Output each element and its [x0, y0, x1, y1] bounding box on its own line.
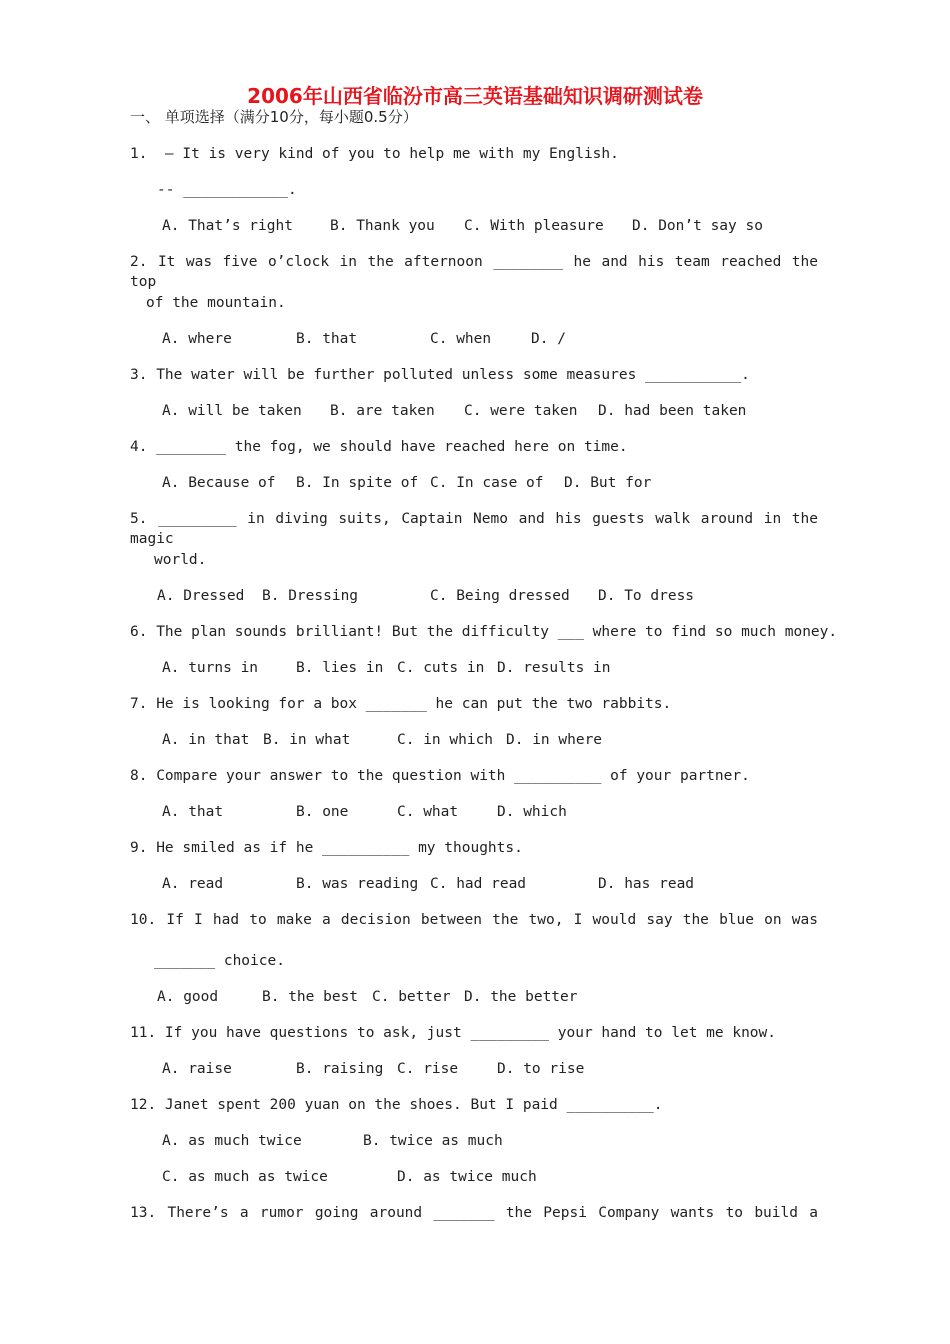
question-2-option-b: B. that — [296, 331, 358, 347]
question-5-option-a: A. Dressed — [157, 588, 245, 604]
question-10-option-a: A. good — [157, 989, 219, 1005]
question-8-option-d: D. which — [497, 804, 567, 820]
question-11-option-b: B. raising — [296, 1061, 384, 1077]
question-4-stem: 4. ________ the fog, we should have reached here on time. — [130, 439, 628, 455]
question-10-continuation: _______ choice. — [154, 953, 285, 969]
question-10-option-d: D. the better — [464, 989, 578, 1005]
question-1-reply: -- ____________. — [157, 182, 297, 198]
question-9-option-a: A. read — [162, 876, 224, 892]
question-4-option-b: B. In spite of — [296, 475, 419, 491]
question-7-option-a: A. in that — [162, 732, 250, 748]
question-5-continuation: world. — [154, 552, 207, 568]
question-9-stem: 9. He smiled as if he __________ my thoughts. — [130, 840, 523, 856]
section-heading: 一、 单项选择（满分10分，每小题0.5分） — [130, 108, 418, 126]
question-7-stem: 7. He is looking for a box _______ he can put the two rabbits. — [130, 696, 672, 712]
question-12-option-b: B. twice as much — [363, 1133, 503, 1149]
question-3-option-a: A. will be taken — [162, 403, 302, 419]
question-7-option-c: C. in which — [397, 732, 494, 748]
question-7-option-b: B. in what — [263, 732, 351, 748]
question-4-option-a: A. Because of — [162, 475, 276, 491]
question-12-option-c: C. as much as twice — [162, 1169, 328, 1185]
question-8-stem: 8. Compare your answer to the question with __________ of your partner. — [130, 768, 750, 784]
question-2-stem: 2. It was five o’clock in the afternoon ________ he and his team reached the top — [130, 254, 818, 290]
question-13-stem: 13. There’s a rumor going around _______ the Pepsi Company wants to build a — [130, 1205, 818, 1221]
question-11-option-c: C. rise — [397, 1061, 459, 1077]
question-12-stem: 12. Janet spent 200 yuan on the shoes. But I paid __________. — [130, 1097, 663, 1113]
question-9-option-b: B. was reading — [296, 876, 419, 892]
question-2-option-c: C. when — [430, 331, 492, 347]
question-1-option-c: C. With pleasure — [464, 218, 604, 234]
question-4-option-c: C. In case of — [430, 475, 544, 491]
question-1-option-b: B. Thank you — [330, 218, 435, 234]
question-5-option-b: B. Dressing — [262, 588, 359, 604]
question-7-option-d: D. in where — [506, 732, 603, 748]
question-2-option-d: D. / — [531, 331, 566, 347]
question-11-option-a: A. raise — [162, 1061, 232, 1077]
question-5-stem: 5. _________ in diving suits, Captain Nemo and his guests walk around in the magic — [130, 511, 818, 547]
question-8-option-a: A. that — [162, 804, 224, 820]
question-1-option-d: D. Don’t say so — [632, 218, 763, 234]
question-1-stem: 1. – It is very kind of you to help me with my English. — [130, 146, 619, 162]
question-3-option-d: D. had been taken — [598, 403, 747, 419]
question-6-option-c: C. cuts in — [397, 660, 485, 676]
question-2-continuation: of the mountain. — [146, 295, 286, 311]
question-10-stem: 10. If I had to make a decision between the two, I would say the blue on was — [130, 912, 818, 928]
question-2-option-a: A. where — [162, 331, 232, 347]
question-10-option-c: C. better — [372, 989, 451, 1005]
question-12-option-a: A. as much twice — [162, 1133, 302, 1149]
exam-title: 2006年山西省临汾市高三英语基础知识调研测试卷 — [247, 84, 703, 108]
question-11-option-d: D. to rise — [497, 1061, 585, 1077]
question-3-option-b: B. are taken — [330, 403, 435, 419]
question-8-option-b: B. one — [296, 804, 349, 820]
question-3-option-c: C. were taken — [464, 403, 578, 419]
question-10-option-b: B. the best — [262, 989, 359, 1005]
question-5-option-d: D. To dress — [598, 588, 695, 604]
question-5-option-c: C. Being dressed — [430, 588, 570, 604]
question-6-option-a: A. turns in — [162, 660, 259, 676]
question-1-option-a: A. That’s right — [162, 218, 293, 234]
question-6-option-b: B. lies in — [296, 660, 384, 676]
question-6-stem: 6. The plan sounds brilliant! But the difficulty ___ where to find so much money. — [130, 624, 838, 640]
question-3-stem: 3. The water will be further polluted unless some measures ___________. — [130, 367, 750, 383]
question-9-option-c: C. had read — [430, 876, 527, 892]
question-8-option-c: C. what — [397, 804, 459, 820]
question-4-option-d: D. But for — [564, 475, 652, 491]
question-6-option-d: D. results in — [497, 660, 611, 676]
question-11-stem: 11. If you have questions to ask, just _________ your hand to let me know. — [130, 1025, 777, 1041]
question-12-option-d: D. as twice much — [397, 1169, 537, 1185]
question-9-option-d: D. has read — [598, 876, 695, 892]
